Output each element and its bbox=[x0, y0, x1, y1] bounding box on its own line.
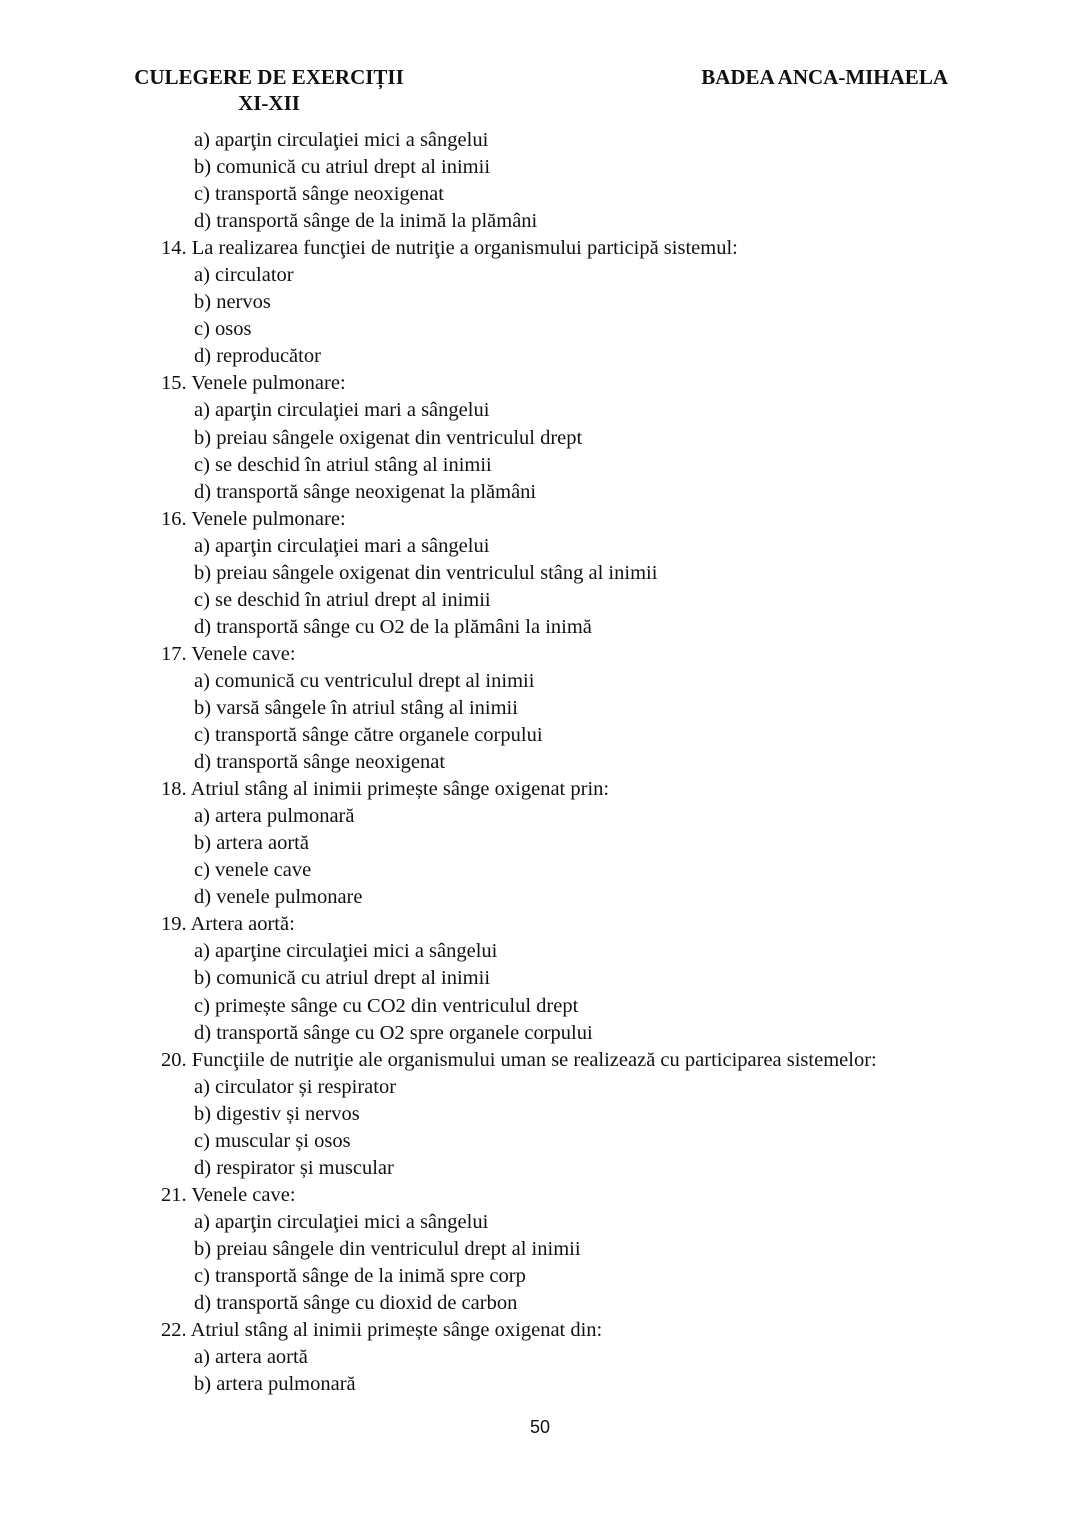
option: a) circulator și respirator bbox=[194, 1075, 397, 1098]
question-number: 22. bbox=[161, 1319, 187, 1342]
option: d) transportă sânge cu dioxid de carbon bbox=[194, 1292, 518, 1315]
option: a) aparţin circulaţiei mici a sângelui bbox=[194, 129, 489, 151]
option: d) transportă sânge neoxigenat la plămâni bbox=[194, 480, 537, 503]
question-number: 18. bbox=[161, 778, 187, 801]
option: a) artera aortă bbox=[194, 1346, 308, 1369]
option: c) muscular și osos bbox=[194, 1129, 351, 1152]
option: d) reproducător bbox=[194, 345, 321, 368]
question-19 bbox=[0, 911, 1080, 938]
option: d) transportă sânge cu O2 de la plămâni la inimă bbox=[194, 615, 592, 638]
option: a) aparţin circulaţiei mari a sângelui bbox=[194, 534, 490, 557]
option: c) transportă sânge neoxigenat bbox=[194, 183, 444, 206]
option: b) nervos bbox=[194, 291, 271, 314]
book-title-line-1: CULEGERE DE EXERCIȚII bbox=[134, 65, 404, 89]
option: d) transportă sânge cu O2 spre organele corpului bbox=[194, 1021, 593, 1044]
author-name: BADEA ANCA-MIHAELA bbox=[701, 65, 948, 89]
option: c) venele cave bbox=[194, 859, 312, 882]
option: b) preiau sângele oxigenat din ventriculul stâng al inimii bbox=[194, 561, 658, 584]
option: d) respirator și muscular bbox=[194, 1156, 394, 1179]
book-title bbox=[129, 64, 409, 116]
option: b) preiau sângele din ventriculul drept al inimii bbox=[194, 1237, 581, 1260]
question-16 bbox=[0, 506, 1080, 533]
question-number: 15. bbox=[161, 372, 187, 395]
option: b) artera pulmonară bbox=[194, 1373, 356, 1396]
option: b) preiau sângele oxigenat din ventriculul drept bbox=[194, 426, 583, 449]
question-21 bbox=[0, 1182, 1080, 1209]
option: b) comunică cu atriul drept al inimii bbox=[194, 156, 491, 179]
question-number: 20. bbox=[161, 1048, 187, 1071]
question-text: Venele cave: bbox=[191, 642, 296, 665]
option: a) circulator bbox=[194, 264, 294, 287]
option: a) aparţin circulaţiei mici a sângelui bbox=[194, 1210, 489, 1233]
option: a) aparţine circulaţiei mici a sângelui bbox=[194, 940, 498, 963]
question-text: Venele pulmonare: bbox=[191, 507, 346, 530]
question-number: 16. bbox=[161, 507, 187, 530]
question-18 bbox=[0, 776, 1080, 803]
option: d) transportă sânge neoxigenat bbox=[194, 751, 446, 774]
question-text: La realizarea funcţiei de nutriţie a organismului participă sistemul: bbox=[191, 237, 738, 260]
option: b) comunică cu atriul drept al inimii bbox=[194, 967, 491, 990]
question-text: Funcţiile de nutriţie ale organismului uman se realizează cu participarea sistemelor: bbox=[191, 1048, 877, 1071]
option: a) comunică cu ventriculul drept al inimii bbox=[194, 669, 535, 692]
question-text: Venele cave: bbox=[191, 1183, 296, 1206]
option: a) artera pulmonară bbox=[194, 805, 355, 828]
question-text: Atriul stâng al inimii primește sânge oxigenat din: bbox=[190, 1319, 603, 1342]
book-title-line-2: XI-XII bbox=[238, 91, 300, 115]
question-17 bbox=[0, 641, 1080, 668]
page-number: 50 bbox=[529, 1417, 551, 1437]
option: d) transportă sânge de la inimă la plămâni bbox=[194, 210, 538, 233]
question-text: Atriul stâng al inimii primește sânge oxigenat prin: bbox=[190, 778, 610, 801]
option: c) se deschid în atriul stâng al inimii bbox=[194, 453, 492, 476]
option: c) primește sânge cu CO2 din ventriculul drept bbox=[194, 994, 579, 1017]
option: b) digestiv și nervos bbox=[194, 1102, 360, 1125]
exercise-list bbox=[0, 127, 1080, 1398]
option: c) se deschid în atriul drept al inimii bbox=[194, 588, 491, 611]
option: c) transportă sânge către organele corpului bbox=[194, 724, 543, 747]
question-number: 14. bbox=[161, 237, 187, 260]
question-20 bbox=[0, 1047, 1080, 1074]
question-text: Artera aortă: bbox=[190, 913, 295, 936]
option: b) artera aortă bbox=[194, 832, 309, 855]
question-number: 21. bbox=[161, 1183, 187, 1206]
option: b) varsă sângele în atriul stâng al inimii bbox=[194, 696, 518, 719]
question-text: Venele pulmonare: bbox=[191, 372, 346, 395]
question-14 bbox=[0, 235, 1080, 262]
question-number: 19. bbox=[161, 913, 187, 936]
question-22 bbox=[0, 1317, 1080, 1344]
question-number: 17. bbox=[161, 642, 187, 665]
option: c) transportă sânge de la inimă spre corp bbox=[194, 1264, 526, 1287]
option: a) aparţin circulaţiei mari a sângelui bbox=[194, 399, 490, 422]
option: c) osos bbox=[194, 318, 252, 341]
option: d) venele pulmonare bbox=[194, 886, 363, 909]
question-15 bbox=[0, 370, 1080, 397]
